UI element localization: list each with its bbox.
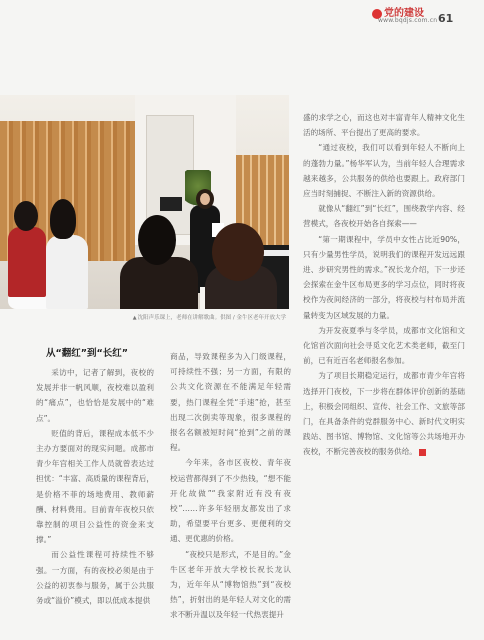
- paragraph: 盛的求学之心，而这也对丰富青年人精神文化生活的场所、平台提出了更高的要求。: [303, 113, 465, 138]
- paragraph: 商品，导致课程多为入门级课程，可持续性不强；另一方面，有限的公共文化资源在不能满足年轻需要，热门课程全凭“手速”抢，甚至出现二次倒卖等现象，很多课程的报名名额被短时间“抢到”之前的课程。: [170, 352, 291, 453]
- student-white: [46, 235, 88, 309]
- student-red: [8, 227, 46, 297]
- paragraph: 为开发夜夏季与冬学员，成都市文化馆和文化馆首次面向社会寻觅文化艺术类老师，截至门前，已有近百名老师报名参加。: [303, 325, 465, 366]
- student-red-head: [14, 201, 38, 231]
- left-column-b: [170, 349, 291, 623]
- page-header: [0, 0, 484, 60]
- paragraph: 贬值的背后，课程成本低不少主办方要面对的现实问题。成都市青少年宫相关工作人员就曾表达过担忧：“丰富、高质量的课程背后，是价格不菲的场地费用、教师薪酬、材料费用。目前青年夜校只依靠控制的项目公益性的资金来支撑。”: [36, 428, 154, 545]
- site-url: www.bqdjs.com.cn: [378, 17, 438, 24]
- classroom-photo: [0, 95, 289, 309]
- logo-text: 党的建设: [384, 8, 424, 19]
- left-column-a: [36, 365, 154, 608]
- paragraph: “第一期课程中，学员中女性占比近90%，只有少量男性学员，说明我们的课程开发远远跟进、步研究男性的需求。”祝长龙介绍，下一步还会探索在金牛区布局更多的学习点位，同时将夜校作为夜间经济的一部分，将夜校与村布局并流量转变为区域发展的力量。: [303, 234, 465, 320]
- paragraph: “夜校只是形式，不是目的。”金牛区老年开放大学校长祝长龙认为，近年年从“博物馆热”到“夜校热”，折射出的是年轻人对文化的需求不断升温以及年轻一代热衷提升: [170, 549, 291, 620]
- right-column: [303, 110, 465, 460]
- paragraph: 采访中，记者了解到，夜校的发展并非一帆风顺，夜校难以盈利的“痛点”，也恰恰是发展中的“难点”。: [36, 368, 154, 423]
- end-mark-icon: [419, 449, 426, 456]
- paragraph-last: [303, 368, 465, 459]
- paragraph: 而公益性课程可持续性不够强。一方面，有的夜校必须是由于公益的初衷参与服务，属于公共服务或“溢价”模式，即以低成本提供: [36, 550, 154, 606]
- paragraph: 今年来，各市区夜校、青年夜校运营都得到了不少热钱，“想不能开化故做”“我家附近有没有夜校”……许多年轻朋友都发出了求助，希望要平台更多、更便利的交通、更优惠的价格。: [170, 458, 291, 544]
- music-stand: [160, 197, 182, 211]
- student-front-head: [212, 223, 264, 281]
- student-back-head: [138, 215, 176, 265]
- paragraph: “通过夜校，我们可以看到年轻人不断向上的蓬勃力量。”杨华军认为，当前年轻人合理需求越来越多，公共服务的供给也要跟上。政府部门应当时刻捕捉、不断注入新的资源供给。: [303, 143, 465, 199]
- photo-caption: ▲ 沈阳声乐课上，老师在讲解歌曲。供图 / 金牛区老年开放大学: [86, 313, 286, 321]
- paragraph-text: 为了项目长期稳定运行，成都市青少年宫将选择开门夜校，下一步将在群体评价创新的基础上，积极会同组织、宣传、社会工作、文旅等部门，在具备条件的党群服务中心、新时代文明实践站、图书馆、博物馆、文化馆等公共场地开办夜校，不断完善夜校的服务供给。: [303, 371, 465, 457]
- section-title: 从“翻红”到“长红”: [46, 348, 128, 359]
- paragraph: 就像从“翻红”到“长红”，围绕教学内容、经营模式，各夜校开始各自探索——: [303, 204, 465, 229]
- student-white-head: [50, 199, 76, 239]
- page-number: 61: [438, 12, 454, 25]
- teacher-face: [200, 193, 210, 205]
